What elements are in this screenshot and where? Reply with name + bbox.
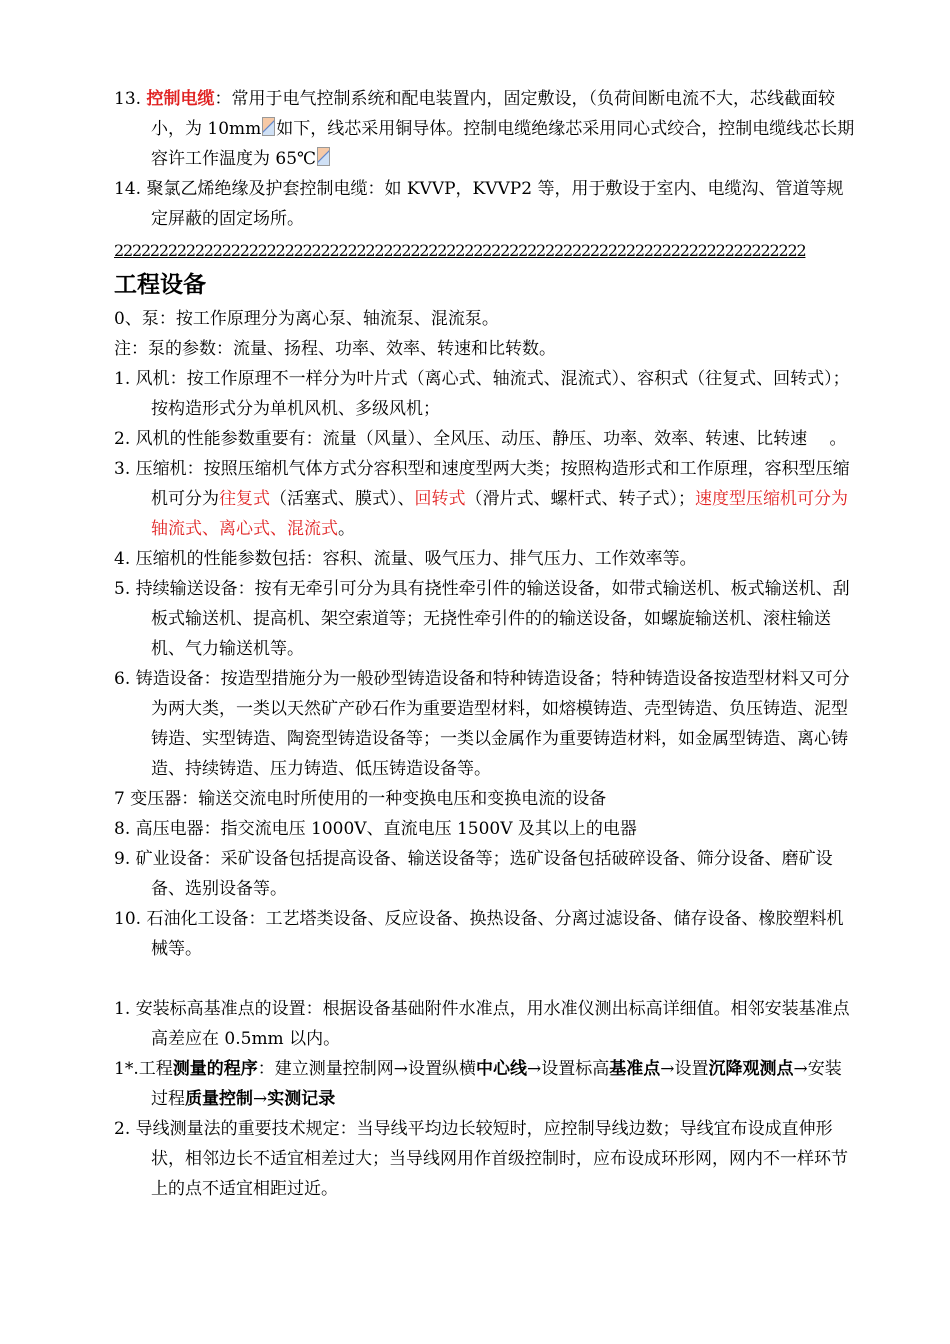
text-segment: ：常用于电气控制系统和配电装置内，固定敷设，（负荷间断电流不大，芯线截面较小，为 10mm — [151, 89, 835, 139]
list-item: 5. 持续输送设备：按有无牵引可分为具有挠性牵引件的输送设备，如带式输送机、板式输送机、刮板式输送机、提高机、架空索道等；无挠性牵引件的的输送设备，如螺旋输送机、滚柱输送机、气力输送机等。 — [114, 579, 850, 659]
text-segment: 如下，线芯采用铜导体。控制电缆绝缘芯采用同心式绞合，控制电缆线芯长期容许工作温度为 65℃ — [151, 119, 855, 169]
list-item: 10. 石油化工设备：工艺塔类设备、反应设备、换热设备、分离过滤设备、储存设备、橡胶塑料机械等。 — [114, 909, 844, 959]
bold-term: 质量控制 — [185, 1089, 253, 1109]
list-item: 1. 风机：按工作原理不一样分为叶片式（离心式、轴流式、混流式）、容积式（往复式、回转式）；按构造形式分为单机风机、多级风机； — [114, 369, 850, 419]
list-item: 7 变压器：输送交流电时所使用的一种变换电压和变换电流的设备 — [114, 789, 607, 809]
separator-line: 22222222222222222222222222222222222222222222222222222222222222222222222222222 — [114, 241, 806, 260]
text-segment: →安装过程 — [151, 1059, 842, 1109]
text-segment: 1*.工程 — [114, 1059, 173, 1079]
list-item-survey-procedure — [114, 1054, 856, 1114]
list-item: 4. 压缩机的性能参数包括：容积、流量、吸气压力、排气压力、工作效率等。 — [114, 549, 697, 569]
broken-image-icon — [262, 117, 275, 136]
term-control-cable: 控制电缆 — [146, 89, 215, 109]
bold-term: 沉降观测点 — [708, 1059, 794, 1079]
spacer — [114, 964, 856, 994]
list-item: 0、泵：按工作原理分为离心泵、轴流泵、混流泵。 — [114, 309, 499, 329]
list-item: 1. 安装标高基准点的设置：根据设备基础附件水准点，用水准仪测出标高详细值。相邻安装基准点高差应在 0.5mm 以内。 — [114, 999, 850, 1049]
bold-term: 实测记录 — [267, 1089, 336, 1109]
highlight-red: 回转式 — [414, 489, 466, 509]
list-item: 注：泵的参数：流量、扬程、功率、效率、转速和比转数。 — [114, 339, 556, 359]
text-segment: （活塞式、膜式）、 — [270, 489, 415, 509]
list-item-compressor — [114, 454, 856, 544]
list-item: 9. 矿业设备：采矿设备包括提高设备、输送设备等；选矿设备包括破碎设备、筛分设备、磨矿设备、选别设备等。 — [114, 849, 833, 899]
text-segment: →设置标高 — [526, 1059, 610, 1079]
highlight-red: 往复式 — [219, 489, 270, 509]
text-segment: （滑片式、螺杆式、转子式）； — [465, 489, 695, 509]
list-item: 2. 风机的性能参数重要有：流量（风量）、全风压、动压、静压、功率、效率、转速、比转速 。 — [114, 429, 847, 449]
bold-term: 基准点 — [609, 1059, 661, 1079]
section-heading: 工程设备 — [114, 272, 206, 298]
paragraph-14: 14. 聚氯乙烯绝缘及护套控制电缆：如 KVVP，KVVP2 等，用于敷设于室内、电缆沟、管道等规定屏蔽的固定场所。 — [114, 179, 844, 229]
broken-image-icon — [317, 147, 330, 166]
list-item: 2. 导线测量法的重要技术规定：当导线平均边长较短时，应控制导线边数；导线宜布设成直伸形状，相邻边长不适宜相差过大；当导线网用作首级控制时，应布设成环形网，网内不一样环节上的点不适宜相距过近。 — [114, 1119, 848, 1199]
text-segment: ：建立测量控制网→设置纵横 — [257, 1059, 476, 1079]
text-segment: 3. 压缩机：按照压缩机气体方式分容积型和速度型两大类；按照构造形式和工作原理，容积型压缩机可分为 — [114, 459, 850, 509]
bold-term: 中心线 — [475, 1059, 527, 1079]
list-item: 6. 铸造设备：按造型措施分为一般砂型铸造设备和特种铸造设备；特种铸造设备按造型材料又可分为两大类，一类以天然矿产砂石作为重要造型材料，如熔模铸造、壳型铸造、负压铸造、泥型铸造、实型铸造、陶瓷型铸造设备等；一类以金属作为重要铸造材料，如金属型铸造、离心铸造、持续铸造、压力铸造、低压铸造设备等。 — [114, 669, 850, 779]
text-segment: → — [253, 1089, 268, 1109]
bold-term: 测量的程序 — [172, 1059, 258, 1079]
item-number: 13. — [114, 89, 147, 109]
highlight-red: 速度型压缩机可分为轴流式、离心式、混流式 — [151, 489, 848, 539]
document-body — [114, 84, 856, 1204]
text-segment: →设置 — [660, 1059, 709, 1079]
paragraph-13 — [114, 84, 856, 174]
list-item: 8. 高压电器：指交流电压 1000V、直流电压 1500V 及其以上的电器 — [114, 819, 637, 839]
text-segment: 。 — [338, 519, 355, 539]
